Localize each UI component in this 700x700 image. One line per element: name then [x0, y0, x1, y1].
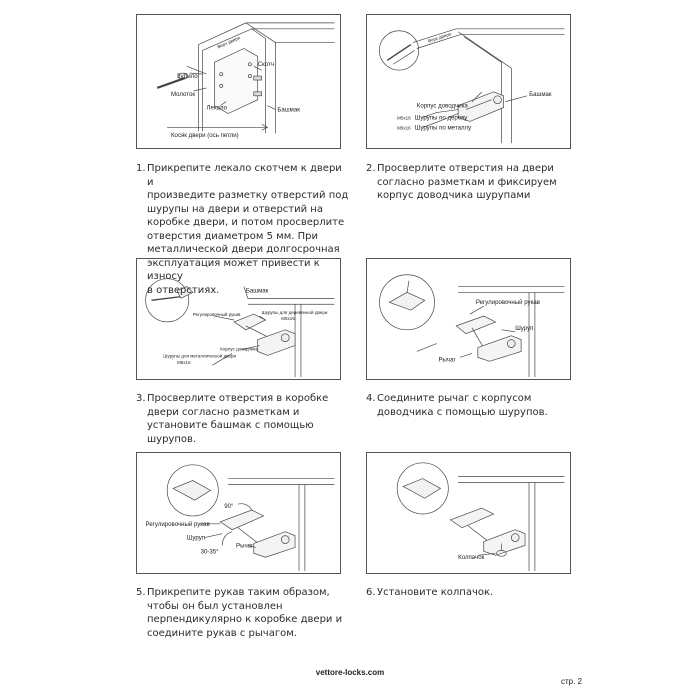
- step-6-instruction: [366, 586, 581, 602]
- step-3-number: 3.: [136, 393, 146, 404]
- fig2-label-shoe: Башмак: [529, 90, 552, 98]
- fig3-label-arm: Регулировочный рукав: [192, 312, 241, 318]
- step-5-line: Прикрепите рукав таким образом,: [147, 587, 330, 598]
- fig5-label-lever: Рычаг: [236, 542, 254, 550]
- figure-step-1: [136, 14, 341, 149]
- fig3-label-body: Корпус доводчика: [220, 346, 259, 352]
- fig1-label-tape: Скотч: [257, 61, 275, 69]
- step-1-line: коробке двери, и потом просверлите: [147, 217, 345, 228]
- step-2-line: Просверлите отверстия на двери: [377, 163, 554, 174]
- step-3-instruction: [136, 392, 351, 452]
- figure-step-1-drawing: [137, 15, 340, 148]
- fig1-label-door-top: Верх двери: [216, 35, 241, 50]
- footer-site: vettore-locks.com: [315, 668, 385, 677]
- step-6-line: Установите колпачок.: [377, 587, 494, 598]
- fig5-label-screw: Шуруп: [186, 534, 206, 542]
- fig2-label-metal-screws: Шурупы по металлу: [414, 124, 472, 132]
- step-1-line: металлической двери долгосрочная: [147, 244, 340, 255]
- page-number: стр. 2: [560, 677, 582, 686]
- step-3-line: установите башмак с помощью: [147, 420, 314, 431]
- fig1-label-chisel: Зубило: [176, 73, 198, 81]
- step-5-number: 5.: [136, 587, 146, 598]
- step-1-line: Прикрепите лекало скотчем к двери и: [147, 163, 342, 188]
- fig4-label-screw: Шуруп: [515, 324, 534, 332]
- fig1-label-hammer: Молоток: [171, 90, 196, 98]
- fig2-label-body: Корпус доводчика: [416, 102, 468, 110]
- fig2-label-door-top: Верх двери: [427, 31, 452, 44]
- fig4-label-arm: Регулировочный рукав: [475, 299, 541, 307]
- figure-step-2: [366, 14, 571, 149]
- figure-step-5-drawing: [137, 453, 340, 573]
- step-1-line: произведите разметку отверстий под: [147, 190, 349, 201]
- figure-step-4: [366, 258, 571, 380]
- fig3-label-metal-screws: Шурупы для металлической двери: [163, 353, 236, 359]
- step-4-line: Соедините рычаг с корпусом: [377, 393, 532, 404]
- step-2-line: согласно разметкам и фиксируем: [377, 176, 557, 188]
- step-4-line: доводчика с помощью шурупов.: [377, 406, 548, 418]
- figure-step-5: [136, 452, 341, 574]
- fig3-label-shoe: Башмак: [245, 287, 269, 295]
- fig2-label-m5-wood: M5x16: [397, 115, 411, 121]
- step-1-number: 1.: [136, 163, 146, 174]
- fig6-label-cap: Колпачок: [458, 554, 485, 562]
- fig1-label-jamb: Косяк двери (ось петли): [171, 132, 239, 140]
- figure-step-6-drawing: [367, 453, 570, 573]
- figure-step-4-drawing: [367, 259, 570, 379]
- figure-step-2-drawing: [367, 15, 570, 148]
- fig2-label-wood-screws: Шурупы по дереву: [414, 114, 468, 122]
- step-5-line: чтобы он был установлен: [147, 600, 283, 612]
- step-3-line: Просверлите отверстия в коробке: [147, 393, 329, 404]
- step-4-number: 4.: [366, 393, 376, 404]
- fig4-label-lever: Рычаг: [438, 356, 456, 364]
- fig1-label-template: Лекало: [206, 104, 228, 112]
- step-5-instruction: [136, 586, 351, 646]
- fig5-label-angle-90: 90°: [224, 503, 234, 511]
- step-1-line: отверстия диаметром 5 мм. При: [147, 230, 318, 242]
- step-2-number: 2.: [366, 163, 376, 174]
- step-1-line: эксплуатация может привести к износу: [147, 257, 320, 282]
- fig5-label-arm: Регулировочный рукав: [145, 520, 210, 528]
- fig3-label-m5-wood: M5x16: [281, 315, 295, 321]
- step-5-line: перпендикулярно к коробке двери и: [147, 614, 343, 625]
- fig3-label-wood-screws: Шурупы для деревянной двери: [261, 310, 328, 316]
- figure-step-6: [366, 452, 571, 574]
- step-2-instruction: [366, 162, 581, 212]
- fig1-label-shoe: Башмак: [277, 106, 300, 114]
- step-4-instruction: [366, 392, 581, 422]
- step-1-line: в отверстиях.: [147, 284, 220, 296]
- step-3-line: двери согласно разметкам и: [147, 406, 300, 418]
- step-2-line: корпус доводчика шурупами: [377, 190, 531, 201]
- step-5-line: соедините рукав с рычагом.: [147, 627, 297, 639]
- step-6-number: 6.: [366, 587, 376, 598]
- step-1-line: шурупы на двери и отверстий на: [147, 203, 323, 215]
- fig5-label-angle-30: 30-35°: [200, 548, 219, 556]
- fig2-label-m5-metal: M5x16: [397, 125, 411, 131]
- step-3-line: шурупов.: [147, 433, 197, 445]
- fig3-label-m5-metal: M5x16: [177, 360, 191, 366]
